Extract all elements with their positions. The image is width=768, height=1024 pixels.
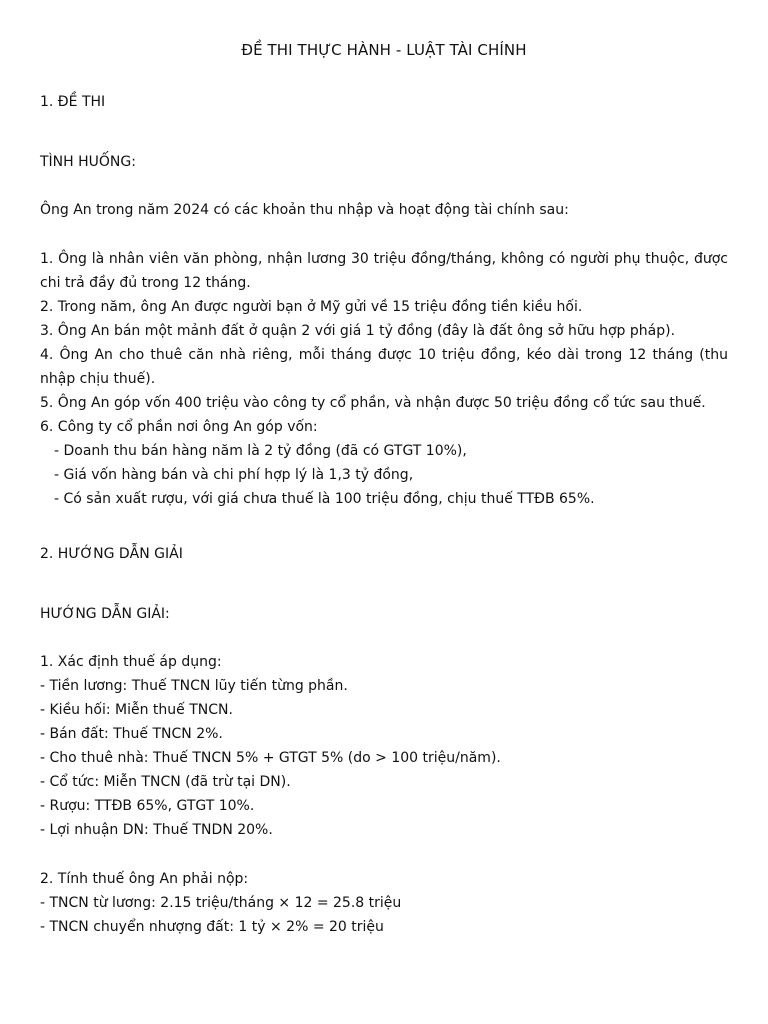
- company-subitem: - Doanh thu bán hàng năm là 2 tỷ đồng (đã có GTGT 10%),: [54, 443, 467, 459]
- guide-part-2: [40, 867, 728, 939]
- situation-intro: Ông An trong năm 2024 có các khoản thu nhập và hoạt động tài chính sau:: [40, 202, 569, 218]
- tax-rule-item: - Cho thuê nhà: Thuế TNCN 5% + GTGT 5% (do > 100 triệu/năm).: [40, 750, 501, 766]
- situation-item: 5. Ông An góp vốn 400 triệu vào công ty cổ phần, và nhận được 50 triệu đồng cổ tức sau thuế.: [40, 395, 706, 411]
- guide-part-1-heading: 1. Xác định thuế áp dụng:: [40, 654, 222, 670]
- situation-item: 2. Trong năm, ông An được người bạn ở Mỹ gửi về 15 triệu đồng tiền kiều hối.: [40, 299, 583, 315]
- tax-calc-item: - TNCN chuyển nhượng đất: 1 tỷ × 2% = 20 triệu: [40, 919, 384, 935]
- situation-item: 6. Công ty cổ phần nơi ông An góp vốn:: [40, 419, 318, 435]
- tax-rule-item: - Lợi nhuận DN: Thuế TNDN 20%.: [40, 822, 273, 838]
- tax-rule-item: - Bán đất: Thuế TNCN 2%.: [40, 726, 223, 742]
- tax-rule-item: - Tiền lương: Thuế TNCN lũy tiến từng phần.: [40, 678, 348, 694]
- company-subitem: - Có sản xuất rượu, với giá chưa thuế là 100 triệu đồng, chịu thuế TTĐB 65%.: [54, 491, 595, 507]
- tax-rule-item: - Cổ tức: Miễn TNCN (đã trừ tại DN).: [40, 774, 291, 790]
- situation-item: 4. Ông An cho thuê căn nhà riêng, mỗi tháng được 10 triệu đồng, kéo dài trong 12 tháng (thu nhập chịu thuế).: [40, 347, 728, 387]
- guide-part-1: [40, 650, 728, 842]
- situation-label: TÌNH HUỐNG:: [40, 154, 136, 170]
- section-1-heading: 1. ĐỀ THI: [40, 94, 106, 110]
- situation-items: [40, 247, 728, 511]
- document-title: ĐỀ THI THỰC HÀNH - LUẬT TÀI CHÍNH: [241, 41, 527, 59]
- guide-label: HƯỚNG DẪN GIẢI:: [40, 606, 170, 622]
- section-2-heading: 2. HƯỚNG DẪN GIẢI: [40, 546, 183, 562]
- tax-calc-item: - TNCN từ lương: 2.15 triệu/tháng × 12 = 25.8 triệu: [40, 895, 402, 911]
- situation-item: 3. Ông An bán một mảnh đất ở quận 2 với giá 1 tỷ đồng (đây là đất ông sở hữu hợp pháp).: [40, 323, 676, 339]
- company-subitem: - Giá vốn hàng bán và chi phí hợp lý là 1,3 tỷ đồng,: [54, 467, 414, 483]
- tax-rule-item: - Kiều hối: Miễn thuế TNCN.: [40, 702, 233, 718]
- guide-part-2-heading: 2. Tính thuế ông An phải nộp:: [40, 871, 249, 887]
- situation-item: 1. Ông là nhân viên văn phòng, nhận lương 30 triệu đồng/tháng, không có người phụ thuộc, được chi trả đầy đủ trong 12 tháng.: [40, 251, 728, 291]
- tax-rule-item: - Rượu: TTĐB 65%, GTGT 10%.: [40, 798, 255, 814]
